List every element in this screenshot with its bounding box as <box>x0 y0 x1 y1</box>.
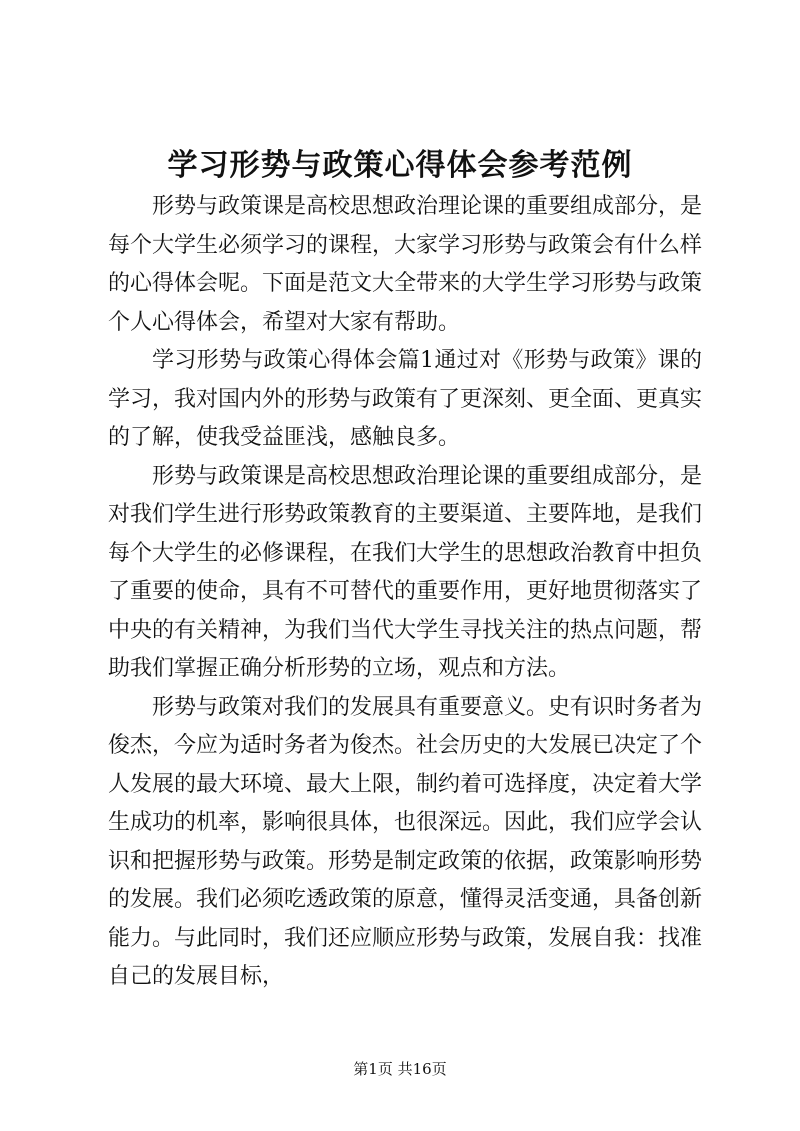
page-number-footer: 第1页 共16页 <box>353 1060 447 1078</box>
paragraph-4: 形势与政策对我们的发展具有重要意义。史有识时务者为俊杰，今应为适时务者为俊杰。社会历史的大发展已决定了个人发展的最大环境、最大上限，制约着可选择度，决定着大学生成功的机率，影响很具体，也很深远。因此，我们应学会认识和把握形势与政策。形势是制定政策的依据，政策影响形势的发展。我们必须吃透政策的原意，懂得灵活变通，具备创新能力。与此同时，我们还应顺应形势与政策，发展自我：找准自己的发展目标， <box>108 694 703 989</box>
paragraph-2: 学习形势与政策心得体会篇1通过对《形势与政策》课的学习，我对国内外的形势与政策有了更深刻、更全面、更真实的了解，使我受益匪浅，感触良多。 <box>108 348 703 450</box>
paragraph-3: 形势与政策课是高校思想政治理论课的重要组成部分，是对我们学生进行形势政策教育的主要渠道、主要阵地，是我们每个大学生的必修课程，在我们大学生的思想政治教育中担负了重要的使命，具有不可替代的重要作用，更好地贯彻落实了中央的有关精神，为我们当代大学生寻找关注的热点问题，帮助我们掌握正确分析形势的立场，观点和方法。 <box>108 463 703 681</box>
document-body <box>108 188 702 997</box>
document-title: 学习形势与政策心得体会参考范例 <box>167 148 633 183</box>
paragraph-1: 形势与政策课是高校思想政治理论课的重要组成部分，是每个大学生必须学习的课程，大家学习形势与政策会有什么样的心得体会呢。下面是范文大全带来的大学生学习形势与政策个人心得体会，希望对大家有帮助。 <box>108 194 703 335</box>
